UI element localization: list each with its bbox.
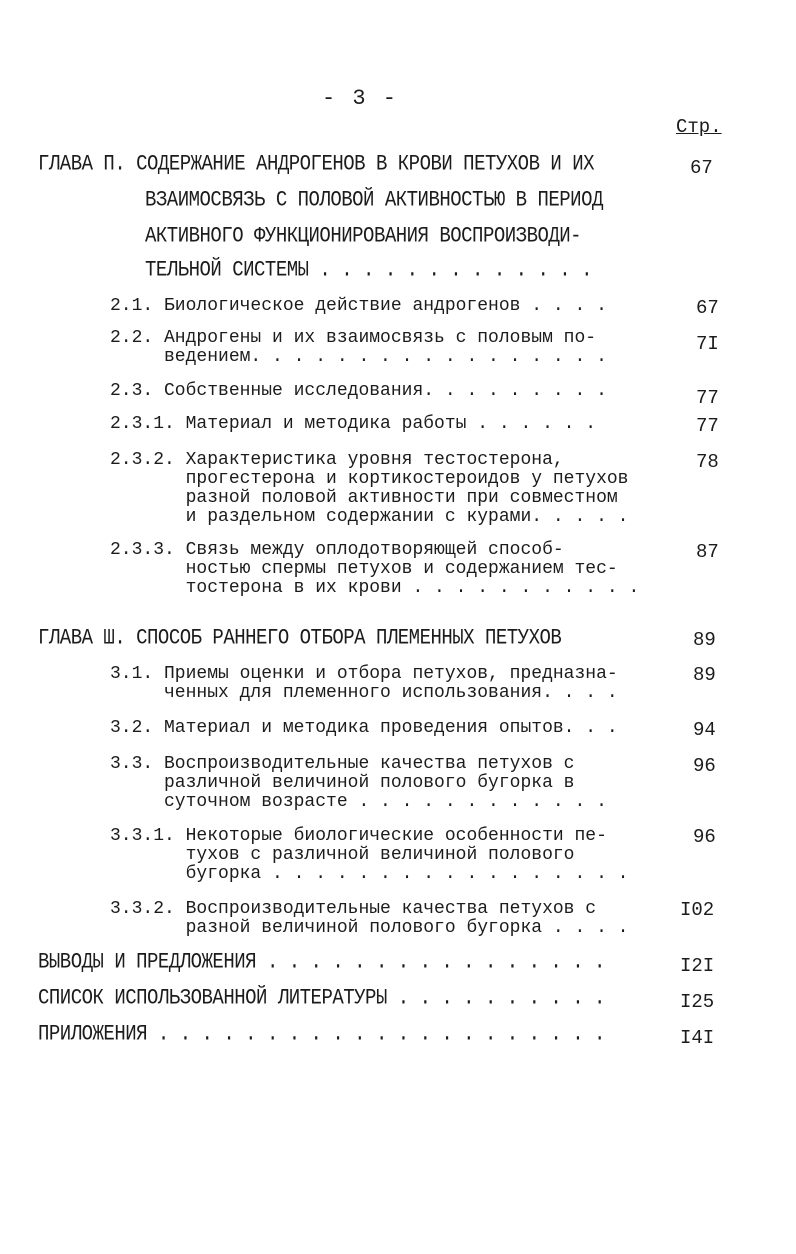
toc-line: АКТИВНОГО ФУНКЦИОНИРОВАНИЯ ВОСПРОИЗВОДИ-: [145, 222, 582, 249]
toc-line: ведением. . . . . . . . . . . . . . . . .: [110, 347, 607, 367]
toc-page: 7I: [696, 333, 719, 355]
toc-line: 3.3.2. Воспроизводительные качества петухов с: [110, 899, 597, 919]
toc-line: ностью спермы петухов и содержанием тес-: [110, 559, 618, 579]
toc-line: ГЛАВА Ш. СПОСОБ РАННЕГО ОТБОРА ПЛЕМЕННЫХ ПЕТУХОВ: [38, 624, 562, 651]
toc-page: 77: [696, 415, 719, 437]
toc-line: бугорка . . . . . . . . . . . . . . . . .: [110, 864, 629, 884]
toc-line: 3.1. Приемы оценки и отбора петухов, предназна-: [110, 664, 618, 684]
toc-page: 96: [693, 755, 716, 777]
toc-line: ПРИЛОЖЕНИЯ . . . . . . . . . . . . . . . . . . . . .: [38, 1020, 605, 1047]
toc-line: 2.1. Биологическое действие андрогенов . . . .: [110, 296, 607, 316]
toc-page: 96: [693, 826, 716, 848]
toc-page: I2I: [680, 955, 715, 977]
toc-page: 67: [690, 157, 713, 179]
toc-line: 2.3.2. Характеристика уровня тестостерона,: [110, 450, 564, 470]
page-number: - 3 -: [321, 86, 398, 111]
toc-page: I4I: [680, 1027, 715, 1049]
toc-line: 3.3.1. Некоторые биологические особенности пе-: [110, 826, 607, 846]
toc-page: I02: [680, 899, 715, 921]
toc-line: различной величиной полового бугорка в: [110, 773, 575, 793]
toc-line: ВЫВОДЫ И ПРЕДЛОЖЕНИЯ . . . . . . . . . . . . . . . .: [38, 948, 605, 975]
toc-page: 94: [693, 719, 716, 741]
toc-line: суточном возрасте . . . . . . . . . . . .: [110, 792, 607, 812]
toc-line: ГЛАВА П. СОДЕРЖАНИЕ АНДРОГЕНОВ В КРОВИ ПЕТУХОВ И ИХ: [38, 150, 594, 177]
toc-line: и раздельном содержании с курами. . . . .: [110, 507, 629, 527]
toc-page: 67: [696, 297, 719, 319]
toc-line: ченных для племенного использования. . . .: [110, 683, 618, 703]
toc-page: 89: [693, 629, 716, 651]
toc-line: СПИСОК ИСПОЛЬЗОВАННОЙ ЛИТЕРАТУРЫ . . . . . . . . . .: [38, 984, 605, 1011]
toc-line: ВЗАИМОСВЯЗЬ С ПОЛОВОЙ АКТИВНОСТЬЮ В ПЕРИОД: [145, 186, 603, 213]
toc-line: 2.3.3. Связь между оплодотворяющей способ-: [110, 540, 564, 560]
toc-line: разной величиной полового бугорка . . . .: [110, 918, 629, 938]
toc-line: тухов с различной величиной полового: [110, 845, 575, 865]
toc-page: 77: [696, 387, 719, 409]
toc-page: 87: [696, 541, 719, 563]
toc-page: 78: [696, 451, 719, 473]
toc-line: прогестерона и кортикостероидов у петухов: [110, 469, 629, 489]
toc-line: разной половой активности при совместном: [110, 488, 618, 508]
toc-line: 2.3. Собственные исследования. . . . . . . . .: [110, 381, 607, 401]
toc-line: 3.3. Воспроизводительные качества петухов с: [110, 754, 575, 774]
toc-line: ТЕЛЬНОЙ СИСТЕМЫ . . . . . . . . . . . . .: [145, 256, 592, 283]
toc-line: тостерона в их крови . . . . . . . . . . .: [110, 578, 640, 598]
toc-line: 2.2. Андрогены и их взаимосвязь с половым по-: [110, 328, 597, 348]
toc-line: 2.3.1. Материал и методика работы . . . . . .: [110, 414, 597, 434]
page-column-header: Стр.: [676, 116, 722, 138]
toc-page: I25: [680, 991, 715, 1013]
toc-page: 89: [693, 664, 716, 686]
toc-line: 3.2. Материал и методика проведения опытов. . .: [110, 718, 618, 738]
